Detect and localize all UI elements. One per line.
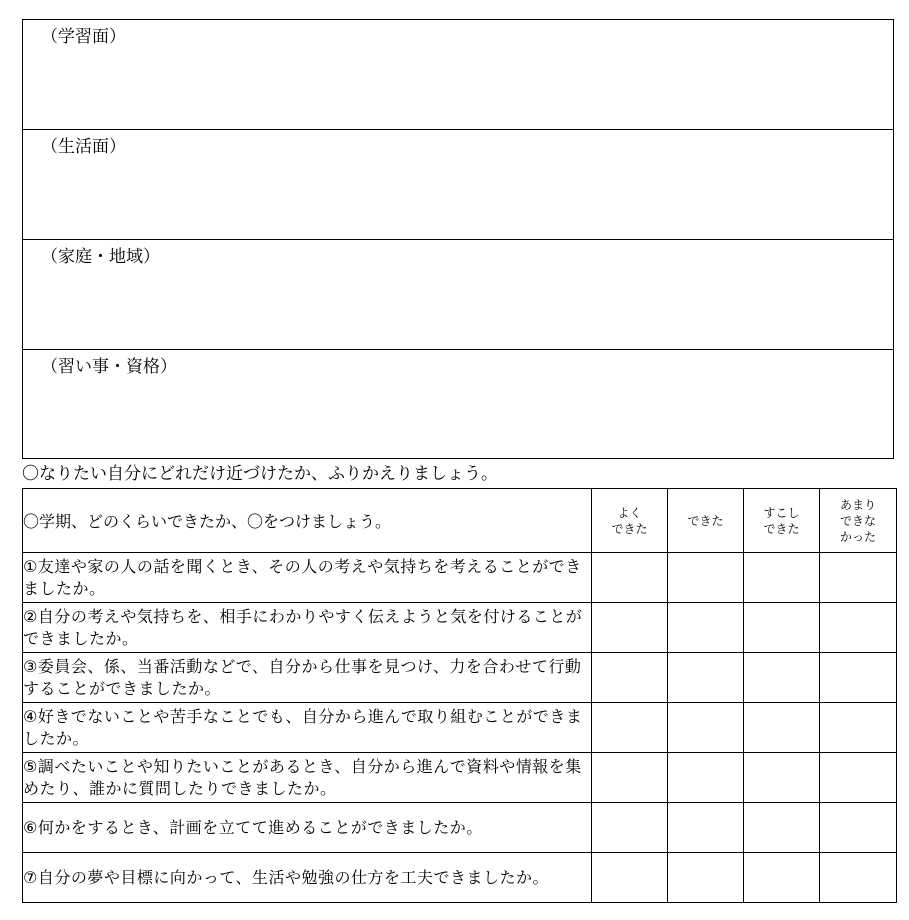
rating-cell-not-much[interactable] [820,553,897,603]
question-text: ⑤調べたいことや知りたいことがあるとき、自分から進んで資料や情報を集めたり、誰かに質問したりできましたか。 [23,753,592,803]
table-row [23,653,897,703]
rating-cell-somewhat[interactable] [744,703,820,753]
table-row [23,803,897,853]
rating-cell-not-much[interactable] [820,603,897,653]
self-evaluation-table [22,488,897,903]
table-header-question: 〇学期、どのくらいできたか、〇をつけましょう。 [23,489,592,553]
rating-cell-well[interactable] [668,653,744,703]
rating-cell-somewhat[interactable] [744,653,820,703]
question-text: ①友達や家の人の話を聞くとき、その人の考えや気持ちを考えることができましたか。 [23,553,592,603]
rating-cell-very-well[interactable] [592,703,668,753]
question-text: ③委員会、係、当番活動などで、自分から仕事を見つけ、力を合わせて行動することができましたか。 [23,653,592,703]
lessons-qualifications-section[interactable] [23,350,893,460]
rating-cell-not-much[interactable] [820,853,897,903]
question-text: ⑦自分の夢や目標に向かって、生活や勉強の仕方を工夫できましたか。 [23,853,592,903]
rating-cell-not-much[interactable] [820,653,897,703]
table-row [23,603,897,653]
table-row [23,853,897,903]
instruction-text: 〇なりたい自分にどれだけ近づけたか、ふりかえりましょう。 [22,464,498,484]
table-row [23,753,897,803]
rating-cell-very-well[interactable] [592,753,668,803]
rating-cell-very-well[interactable] [592,653,668,703]
rating-cell-somewhat[interactable] [744,553,820,603]
study-section[interactable] [23,20,893,130]
section-label: （生活面） [41,137,126,157]
rating-cell-not-much[interactable] [820,753,897,803]
rating-cell-very-well[interactable] [592,603,668,653]
question-text: ⑥何かをするとき、計画を立てて進めることができましたか。 [23,803,592,853]
section-label: （習い事・資格） [41,357,177,377]
rating-cell-well[interactable] [668,603,744,653]
column-somewhat: すこし できた [744,489,820,553]
rating-cell-somewhat[interactable] [744,603,820,653]
rating-cell-well[interactable] [668,553,744,603]
column-not-much: あまり できな かった [820,489,897,553]
rating-cell-somewhat[interactable] [744,753,820,803]
table-header-row [23,489,897,553]
rating-cell-not-much[interactable] [820,703,897,753]
section-label: （家庭・地域） [41,247,160,267]
section-label: （学習面） [41,27,126,47]
rating-cell-not-much[interactable] [820,803,897,853]
question-text: ②自分の考えや気持ちを、相手にわかりやすく伝えようと気を付けることができましたか。 [23,603,592,653]
rating-cell-well[interactable] [668,703,744,753]
life-section[interactable] [23,130,893,240]
column-well: できた [668,489,744,553]
rating-cell-well[interactable] [668,753,744,803]
column-very-well: よく できた [592,489,668,553]
rating-cell-very-well[interactable] [592,853,668,903]
rating-cell-somewhat[interactable] [744,803,820,853]
reflection-boxes [22,19,894,459]
rating-cell-well[interactable] [668,803,744,853]
rating-cell-somewhat[interactable] [744,853,820,903]
table-row [23,703,897,753]
rating-cell-very-well[interactable] [592,803,668,853]
question-text: ④好きでないことや苦手なことでも、自分から進んで取り組むことができましたか。 [23,703,592,753]
rating-cell-very-well[interactable] [592,553,668,603]
home-community-section[interactable] [23,240,893,350]
table-row [23,553,897,603]
rating-cell-well[interactable] [668,853,744,903]
